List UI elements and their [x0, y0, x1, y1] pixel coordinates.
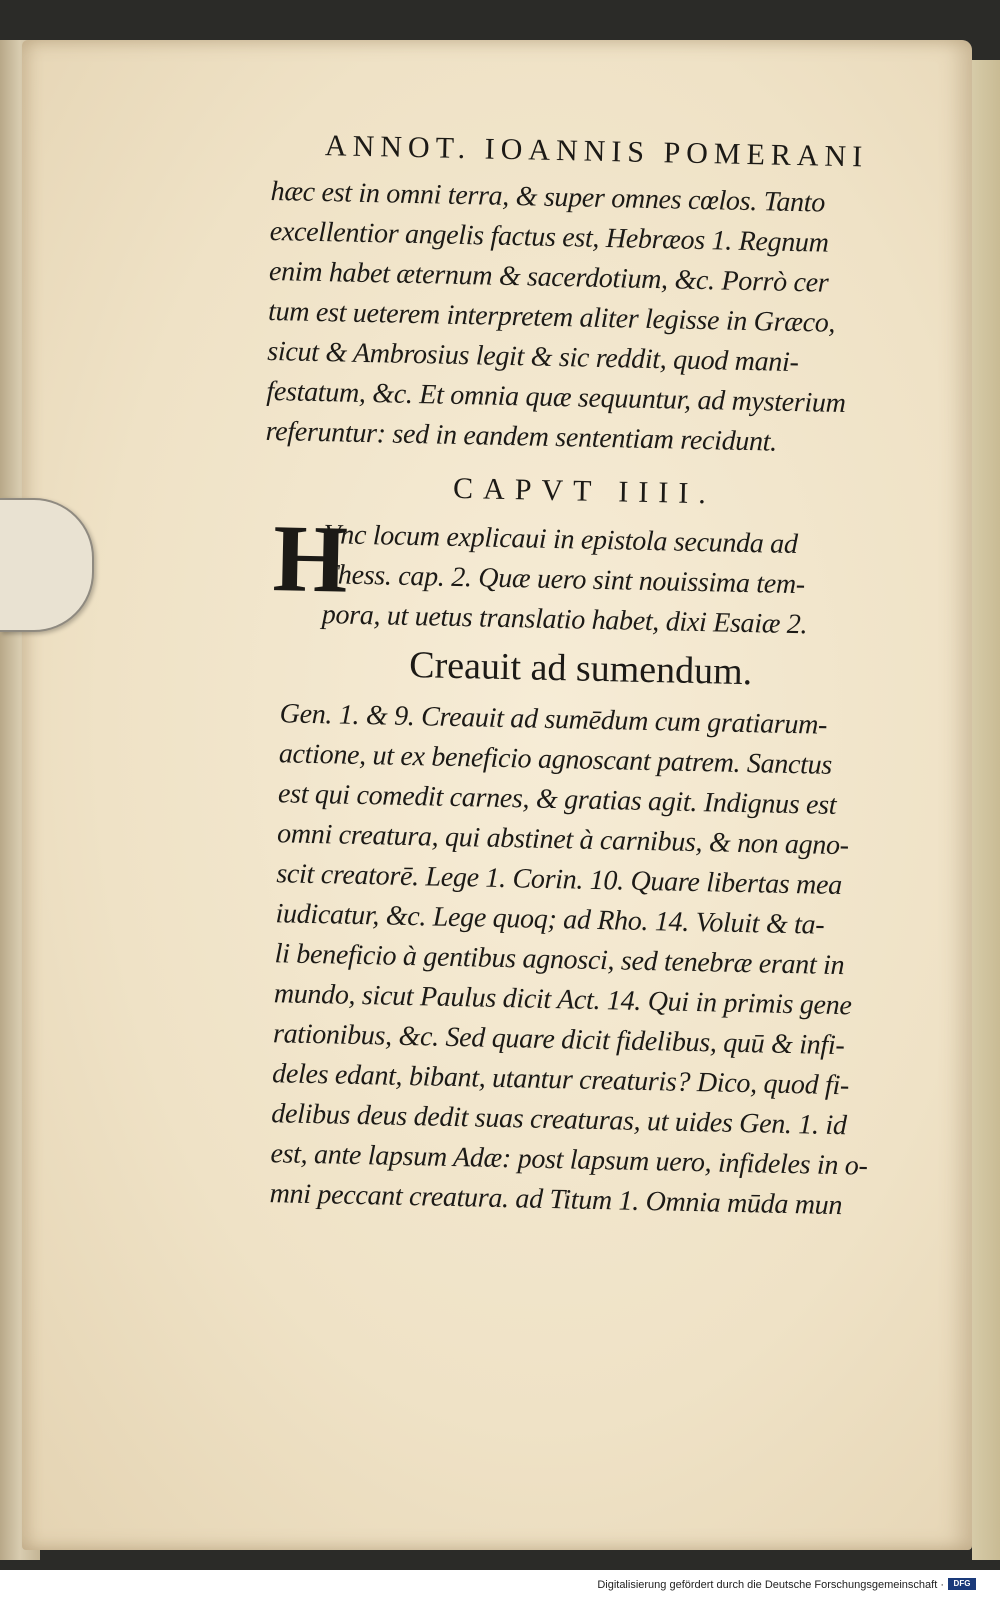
text-line: excellentior angelis factus est, Hebræos 1. Regnum: [269, 215, 829, 259]
text-line: iudicatur, &c. Lege quoq; ad Rho. 14. Voluit & ta-: [275, 898, 825, 941]
page-text: [249, 128, 912, 1227]
text-line: li beneficio à gentibus agnosci, sed tenebræ erant in: [274, 938, 845, 982]
text-line: mundo, sicut Paulus dicit Act. 14. Qui in primis gene: [273, 978, 852, 1022]
text-line: sicut & Ambrosius legit & sic reddit, quod mani-: [266, 335, 799, 379]
text-line: deles edant, bibant, utantur creaturis? Dico, quod fi-: [271, 1058, 850, 1102]
text-line: mni peccant creatura. ad Titum 1. Omnia mūda mun: [269, 1178, 843, 1222]
text-line: enim habet æternum & sacerdotium, &c. Porrò cer: [268, 255, 829, 299]
section-heading: Creauit ad sumendum.: [408, 643, 753, 694]
text-line: Thess. cap. 2. Quæ uero sint nouissima tem-: [322, 559, 806, 601]
running-head: ANNOT. IOANNIS POMERANI: [324, 129, 869, 174]
text-line: scit creatorē. Lege 1. Corin. 10. Quare libertas mea: [276, 858, 843, 902]
text-line: est, ante lapsum Adæ: post lapsum uero, infideles in o-: [270, 1138, 868, 1182]
facing-page-edge: [972, 60, 1000, 1560]
footer-bar: [0, 1570, 1000, 1597]
text-line: omni creatura, qui abstinet à carnibus, & non agno-: [276, 818, 850, 862]
text-line: rationibus, &c. Sed quare dicit fidelibus, quū & infi-: [272, 1018, 845, 1062]
paragraph-2: [261, 504, 903, 647]
text-line: hæc est in omni terra, & super omnes cœlos. Tanto: [270, 175, 826, 219]
paragraph-1: [265, 172, 911, 465]
text-line: tum est ueterem interpretem aliter legisse in Græco,: [267, 295, 836, 339]
paragraph-3: [249, 694, 900, 1227]
text-line: Vnc locum explicaui in epistola secunda ad: [323, 519, 798, 561]
text-line: Gen. 1. & 9. Creauit ad sumēdum cum gratiarum-: [279, 698, 828, 741]
drop-cap: H: [271, 504, 349, 613]
text-line: est qui comedit carnes, & gratias agit. Indignus est: [277, 778, 837, 821]
funding-credit: Digitalisierung gefördert durch die Deutsche Forschungsgemeinschaft ·: [597, 1579, 944, 1591]
text-line: delibus deus dedit suas creaturas, ut uides Gen. 1. id: [271, 1098, 847, 1142]
text-line: actione, ut ex beneficio agnoscant patrem. Sanctus: [278, 738, 833, 781]
text-line: pora, ut uetus translatio habet, dixi Esaiæ 2.: [321, 599, 808, 641]
dfg-logo: DFG: [948, 1578, 976, 1590]
text-line: referuntur: sed in eandem sententiam recidunt.: [265, 415, 778, 458]
chapter-heading: CAPVT IIII.: [452, 471, 717, 511]
text-line: festatum, &c. Et omnia quæ sequuntur, ad mysterium: [266, 375, 846, 420]
